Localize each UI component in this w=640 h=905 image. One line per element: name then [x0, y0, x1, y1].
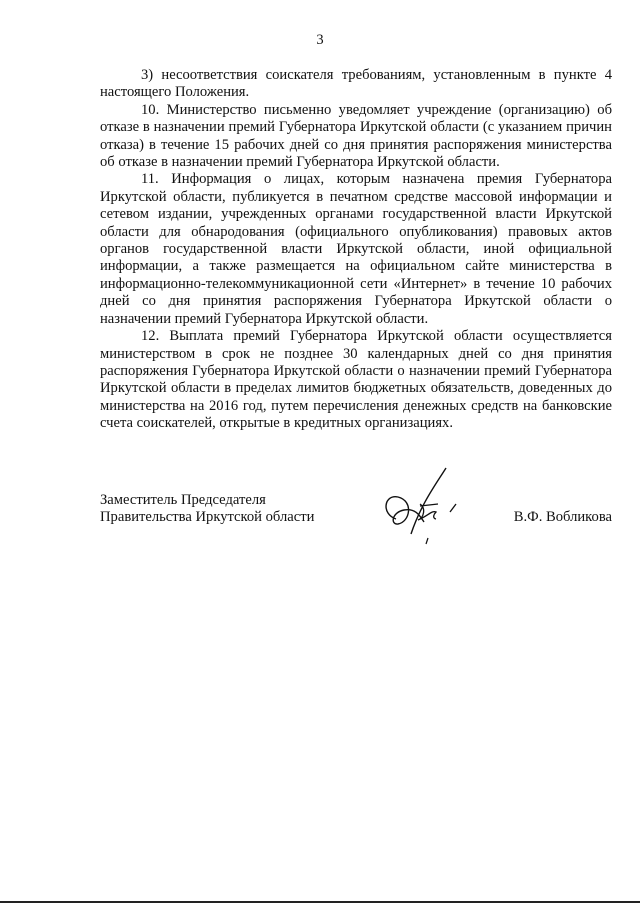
document-body [100, 67, 612, 433]
paragraph-11: 11. Информация о лицах, которым назначена премия Губернатора Иркутской области, публикуется в печатном средстве массовой информации и сетевом издании, учрежденных органами государственной власти Иркутской области для обнародования (официального опубликования) правовых актов органов государственной власти Иркутской области, иной официальной информации, а также размещается на официальном сайте министерства в информационно-телекоммуникационной сети «Интернет» в течение 10 рабочих дней со дня принятия распоряжения Губернатора Иркутской области о назначении премий Губернатора Иркутской области. [100, 171, 612, 327]
paragraph-12: 12. Выплата премий Губернатора Иркутской области осуществляется министерством в срок не позднее 30 календарных дней со дня принятия распоряжения Губернатора Иркутской области о назначении премий Губернатора Иркутской области в пределах лимитов бюджетных обязательств, доведенных до министерства на 2016 год, путем перечисления денежных средств на банковские счета соискателей, открытые в кредитных организациях. [100, 328, 612, 432]
signatory-name: В.Ф. Вобликова [513, 509, 612, 526]
page-number: 3 [316, 32, 324, 48]
scan-edge-line [0, 901, 640, 903]
paragraph-10: 10. Министерство письменно уведомляет учреждение (организацию) об отказе в назначении премий Губернатора Иркутской области (с указанием причин отказа) в течение 15 рабочих дней со дня принятия распоряжения министерства об отказе в назначении премий Губернатора Иркутской области. [100, 101, 612, 171]
handwritten-signature-icon [376, 464, 476, 550]
paragraph-item-3: 3) несоответствия соискателя требованиям, установленным в пункте 4 настоящего Положения. [100, 67, 612, 101]
signatory-title-line1: Заместитель Председателя [100, 492, 266, 508]
signatory-title [100, 492, 314, 527]
signatory-title-line2: Правительства Иркутской области [100, 509, 315, 526]
signature-block [100, 492, 612, 552]
